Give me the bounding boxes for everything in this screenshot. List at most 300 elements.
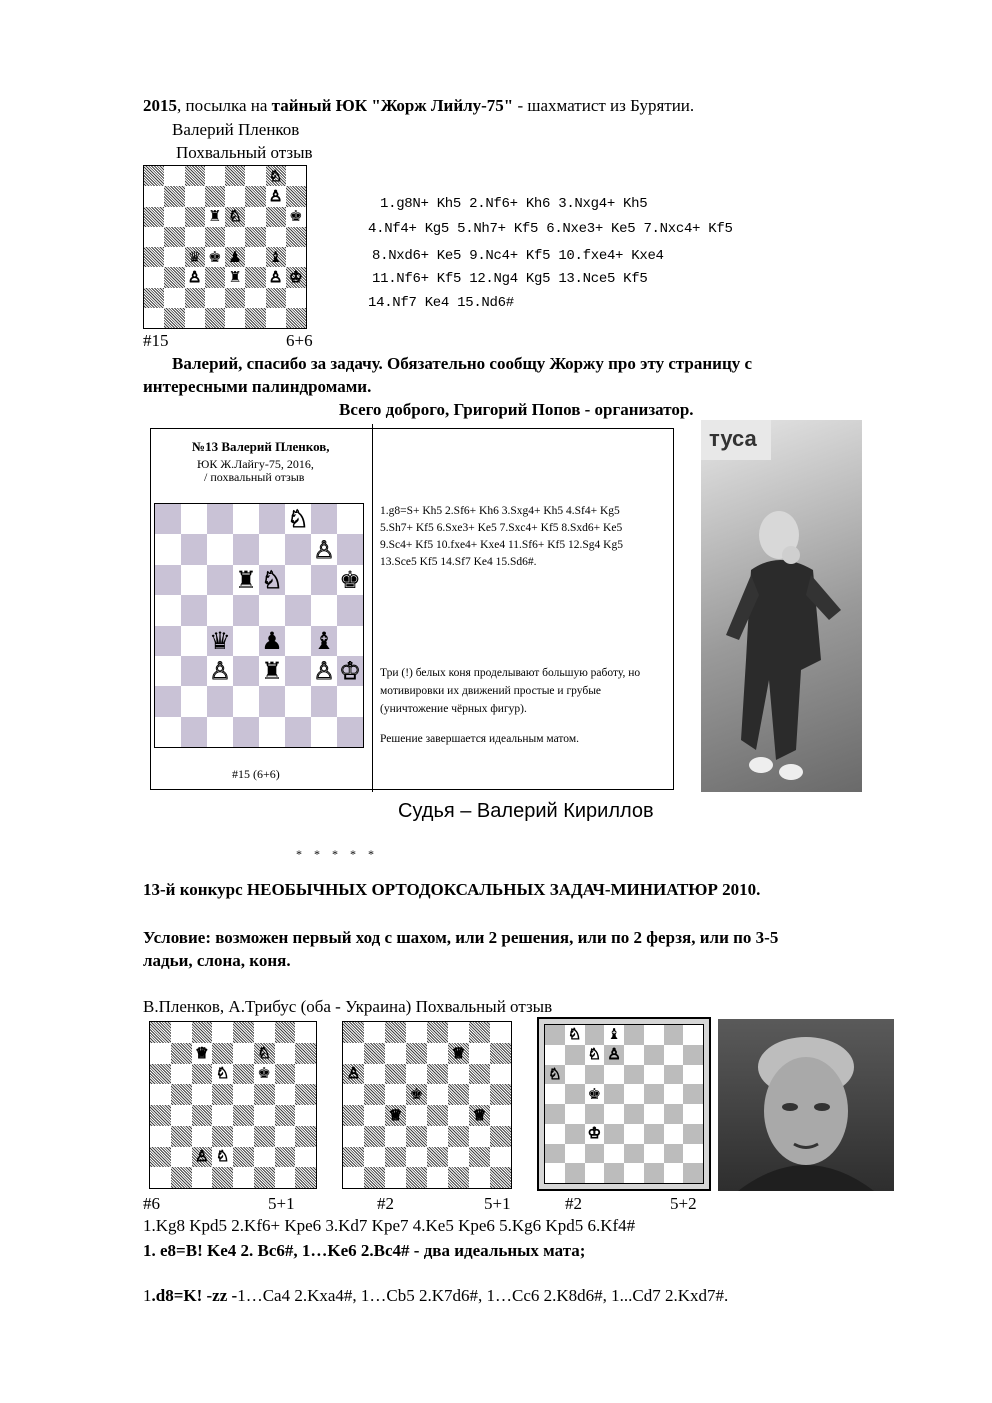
board-square xyxy=(683,1144,703,1164)
board-square xyxy=(212,1084,233,1105)
board-square xyxy=(337,595,363,625)
sol3-variations: 1…Ca4 2.Kxa4#, 1…Cb5 2.K7d6#, 1…Cc6 2.K8d6#, 1...Cd7 2.Kxd7#. xyxy=(237,1286,729,1305)
board-square xyxy=(364,1126,385,1147)
board-square xyxy=(448,1064,469,1085)
chess-piece-icon: ♘ xyxy=(228,207,242,226)
board-square xyxy=(275,1105,296,1126)
board-square xyxy=(185,186,205,206)
card-subtitle-1: ЮК Ж.Лайгу-75, 2016, xyxy=(197,457,314,471)
board-square xyxy=(285,717,311,747)
board-square xyxy=(337,565,363,595)
board-square xyxy=(311,534,337,564)
board-square xyxy=(469,1064,490,1085)
board-square xyxy=(385,1043,406,1064)
board-square xyxy=(207,686,233,716)
board-square xyxy=(664,1104,684,1124)
board-square xyxy=(364,1084,385,1105)
board-square xyxy=(144,227,164,247)
board-square xyxy=(295,1084,316,1105)
board-square xyxy=(286,288,306,308)
chess-piece-icon: ♔ xyxy=(289,267,303,286)
board-square xyxy=(205,267,225,287)
board-square xyxy=(245,267,265,287)
board-square xyxy=(337,504,363,534)
board-square xyxy=(181,595,207,625)
board-square xyxy=(311,565,337,595)
board-square xyxy=(385,1147,406,1168)
board-square xyxy=(286,166,306,186)
organizer-signature: Всего доброго, Григорий Попов - организатор. xyxy=(339,400,694,419)
board-square xyxy=(286,247,306,267)
board-square xyxy=(181,534,207,564)
board-square xyxy=(585,1084,605,1104)
board-square xyxy=(604,1084,624,1104)
board-square xyxy=(644,1163,664,1183)
board-square xyxy=(585,1025,605,1045)
board-square xyxy=(233,1084,254,1105)
board-square xyxy=(164,166,184,186)
board-square xyxy=(150,1043,171,1064)
board-square xyxy=(343,1022,364,1043)
board-square xyxy=(469,1167,490,1188)
board-square xyxy=(490,1126,511,1147)
board-square xyxy=(245,247,265,267)
board-square xyxy=(233,534,259,564)
board-square xyxy=(337,656,363,686)
board-square xyxy=(207,656,233,686)
board-square xyxy=(254,1064,275,1085)
board-square xyxy=(664,1124,684,1144)
board-square xyxy=(311,504,337,534)
board-square xyxy=(285,686,311,716)
board-square xyxy=(406,1022,427,1043)
card-footer: #15 (6+6) xyxy=(232,767,280,781)
board-square xyxy=(406,1147,427,1168)
board-square xyxy=(343,1064,364,1085)
board-square xyxy=(205,308,225,328)
board-square xyxy=(259,565,285,595)
board-square xyxy=(225,288,245,308)
board-square xyxy=(205,207,225,227)
board-square xyxy=(205,166,225,186)
board-square xyxy=(311,686,337,716)
solution-line-1: 1.g8N+ Kh5 2.Nf6+ Kh6 3.Nxg4+ Kh5 xyxy=(380,196,648,212)
chess-piece-icon: ♟ xyxy=(261,626,283,655)
board-square xyxy=(448,1084,469,1105)
board-square xyxy=(144,267,164,287)
board-square xyxy=(150,1022,171,1043)
board-square xyxy=(212,1043,233,1064)
runner-figure xyxy=(701,420,862,792)
chess-piece-icon: ♕ xyxy=(451,1043,466,1062)
board-square xyxy=(406,1167,427,1188)
board-square xyxy=(150,1105,171,1126)
board-square xyxy=(624,1104,644,1124)
board-square xyxy=(144,166,164,186)
board-square xyxy=(624,1144,644,1164)
board-square xyxy=(192,1167,213,1188)
board-square xyxy=(181,626,207,656)
caption-3-count: 5+2 xyxy=(670,1194,697,1213)
solution-line-2: 4.Nf4+ Kg5 5.Nh7+ Kf5 6.Nxe3+ Ke5 7.Nxc4+ Kf5 xyxy=(368,221,733,237)
sol3-num: 1 xyxy=(143,1286,152,1305)
caption-1-count: 5+1 xyxy=(268,1194,295,1213)
board-square xyxy=(448,1167,469,1188)
board-square xyxy=(406,1064,427,1085)
chess-piece-icon: ♘ xyxy=(261,565,283,594)
board-square xyxy=(266,166,286,186)
thanks-line-2: интересными палиндромами. xyxy=(143,377,372,396)
solution-line-3: 8.Nxd6+ Ke5 9.Nc4+ Kf5 10.fxe4+ Kxe4 xyxy=(372,248,664,264)
board-square xyxy=(207,534,233,564)
board-square xyxy=(275,1167,296,1188)
caption-3-stip: #2 xyxy=(565,1194,582,1213)
board-square xyxy=(295,1022,316,1043)
board-square xyxy=(245,308,265,328)
board-square xyxy=(664,1025,684,1045)
board-square xyxy=(683,1124,703,1144)
chess-piece-icon: ♔ xyxy=(587,1124,602,1143)
board-square xyxy=(207,717,233,747)
chess-piece-icon: ♜ xyxy=(235,565,257,594)
card-solution-line: 9.Sc4+ Kf5 10.fxe4+ Kxe4 11.Sf6+ Kf5 12.Sg4 Kg5 xyxy=(380,539,623,551)
board-square xyxy=(295,1064,316,1085)
board-square xyxy=(155,565,181,595)
board-square xyxy=(624,1025,644,1045)
board-square xyxy=(225,186,245,206)
board-square xyxy=(192,1022,213,1043)
board-square xyxy=(490,1147,511,1168)
board-square xyxy=(565,1065,585,1085)
board-square xyxy=(624,1163,644,1183)
board-square xyxy=(427,1105,448,1126)
board-square xyxy=(337,626,363,656)
stipulation: #15 xyxy=(143,331,169,350)
chess-diagram-mini-3 xyxy=(544,1024,704,1184)
board-square xyxy=(185,247,205,267)
board-square xyxy=(254,1105,275,1126)
board-square xyxy=(545,1124,565,1144)
board-square xyxy=(644,1065,664,1085)
card-subtitle-2: / похвальный отзыв xyxy=(204,470,305,484)
board-square xyxy=(406,1105,427,1126)
board-square xyxy=(490,1022,511,1043)
board-square xyxy=(164,308,184,328)
board-square xyxy=(683,1084,703,1104)
board-square xyxy=(144,288,164,308)
chess-diagram-mini-1 xyxy=(149,1021,317,1189)
board-square xyxy=(233,504,259,534)
board-square xyxy=(254,1126,275,1147)
caption-1-stip: #6 xyxy=(143,1194,160,1213)
board-square xyxy=(664,1144,684,1164)
board-square xyxy=(683,1025,703,1045)
board-square xyxy=(212,1167,233,1188)
board-square xyxy=(192,1084,213,1105)
solution-mini-1: 1.Kg8 Kpd5 2.Kf6+ Kpe6 3.Kd7 Kpe7 4.Ke5 Kpe6 5.Kg6 Kpd5 6.Kf4# xyxy=(143,1216,636,1235)
board-square xyxy=(233,1022,254,1043)
author-name: Валерий Пленков xyxy=(172,120,300,139)
board-square xyxy=(683,1104,703,1124)
board-square xyxy=(490,1167,511,1188)
chess-piece-icon: ♛ xyxy=(187,247,202,266)
board-square xyxy=(565,1144,585,1164)
board-square xyxy=(181,504,207,534)
chess-piece-icon: ♚ xyxy=(587,1084,602,1103)
card-comment-line: Три (!) белых коня проделывают большую работу, но xyxy=(380,667,641,679)
board-square xyxy=(212,1105,233,1126)
board-square xyxy=(225,166,245,186)
board-square xyxy=(427,1147,448,1168)
board-square xyxy=(181,717,207,747)
board-square xyxy=(266,267,286,287)
board-square xyxy=(171,1126,192,1147)
board-square xyxy=(259,534,285,564)
board-square xyxy=(469,1147,490,1168)
board-square xyxy=(565,1124,585,1144)
board-square xyxy=(266,288,286,308)
board-square xyxy=(245,227,265,247)
board-square xyxy=(585,1045,605,1065)
board-square xyxy=(275,1084,296,1105)
chess-piece-icon: ♜ xyxy=(208,207,222,226)
board-square xyxy=(644,1124,664,1144)
card-comment-line: мотивировки их движений простые и грубые xyxy=(380,685,602,697)
board-square xyxy=(275,1147,296,1168)
board-square xyxy=(266,227,286,247)
card-comment-line: Решение завершается идеальным матом. xyxy=(380,733,579,745)
board-square xyxy=(286,308,306,328)
board-square xyxy=(233,626,259,656)
board-square xyxy=(150,1084,171,1105)
board-square xyxy=(275,1064,296,1085)
board-square xyxy=(604,1045,624,1065)
board-square xyxy=(207,565,233,595)
chess-piece-icon: ♘ xyxy=(287,505,309,534)
board-square xyxy=(364,1064,385,1085)
card-solution-line: 1.g8=S+ Kh5 2.Sf6+ Kh6 3.Sxg4+ Kh5 4.Sf4+ Kg5 xyxy=(380,505,620,517)
board-square xyxy=(585,1065,605,1085)
board-square xyxy=(266,207,286,227)
board-square xyxy=(171,1167,192,1188)
condition-line-1: Условие: возможен первый ход с шахом, или 2 решения, или по 2 ферзя, или по 3-5 xyxy=(143,928,779,947)
chess-piece-icon: ♝ xyxy=(313,626,335,655)
board-square xyxy=(343,1126,364,1147)
board-square xyxy=(259,656,285,686)
board-square xyxy=(171,1084,192,1105)
board-square xyxy=(624,1065,644,1085)
board-square xyxy=(427,1084,448,1105)
photo-sign-text: туса xyxy=(709,426,757,451)
condition-line-2: ладьи, слона, коня. xyxy=(143,951,291,970)
card-divider xyxy=(372,424,373,792)
intro-tail: - шахматист из Бурятии. xyxy=(513,96,695,115)
board-square xyxy=(254,1043,275,1064)
board-square xyxy=(469,1084,490,1105)
board-square xyxy=(144,186,164,206)
board-square xyxy=(311,717,337,747)
chess-piece-icon: ♘ xyxy=(257,1043,271,1062)
chess-piece-icon: ♙ xyxy=(209,657,231,686)
board-square xyxy=(212,1022,233,1043)
board-square xyxy=(150,1064,171,1085)
board-square xyxy=(343,1084,364,1105)
board-square xyxy=(275,1043,296,1064)
board-square xyxy=(565,1025,585,1045)
chess-piece-icon: ♙ xyxy=(607,1045,621,1064)
chess-piece-icon: ♙ xyxy=(187,267,202,286)
portrait-photo xyxy=(718,1019,894,1191)
board-square xyxy=(285,656,311,686)
board-square xyxy=(448,1126,469,1147)
board-square xyxy=(285,626,311,656)
board-square xyxy=(164,247,184,267)
caption-2-stip: #2 xyxy=(377,1194,394,1213)
chess-piece-icon: ♝ xyxy=(607,1025,621,1044)
board-square xyxy=(295,1147,316,1168)
board-square xyxy=(427,1064,448,1085)
board-square xyxy=(171,1022,192,1043)
board-square xyxy=(683,1045,703,1065)
chess-piece-icon: ♜ xyxy=(261,657,283,686)
board-square xyxy=(585,1104,605,1124)
board-square xyxy=(171,1105,192,1126)
board-square xyxy=(285,595,311,625)
chess-piece-icon: ♘ xyxy=(567,1025,582,1044)
chess-diagram-mini-2 xyxy=(342,1021,512,1189)
board-square xyxy=(565,1163,585,1183)
board-square xyxy=(337,534,363,564)
board-square xyxy=(225,267,245,287)
board-square xyxy=(285,565,311,595)
board-square xyxy=(254,1167,275,1188)
chess-piece-icon: ♟ xyxy=(228,247,242,266)
solution-line-5: 14.Nf7 Ke4 15.Nd6# xyxy=(368,295,514,311)
board-square xyxy=(205,186,225,206)
board-square xyxy=(683,1065,703,1085)
board-square xyxy=(364,1022,385,1043)
board-square xyxy=(644,1084,664,1104)
board-square xyxy=(254,1022,275,1043)
board-square xyxy=(275,1022,296,1043)
chess-piece-icon: ♙ xyxy=(346,1064,361,1083)
board-square xyxy=(295,1126,316,1147)
board-square xyxy=(233,1105,254,1126)
chess-piece-icon: ♚ xyxy=(208,247,222,266)
portrait-figure xyxy=(718,1019,894,1191)
board-square xyxy=(585,1163,605,1183)
board-square xyxy=(275,1126,296,1147)
board-square xyxy=(604,1163,624,1183)
board-square xyxy=(490,1064,511,1085)
chess-piece-icon: ♕ xyxy=(388,1105,403,1124)
chess-piece-icon: ♚ xyxy=(409,1085,424,1104)
board-square xyxy=(406,1084,427,1105)
board-square xyxy=(192,1043,213,1064)
solution-line-4: 11.Nf6+ Kf5 12.Ng4 Kg5 13.Nce5 Kf5 xyxy=(372,271,648,287)
board-square xyxy=(233,686,259,716)
chess-piece-icon: ♔ xyxy=(339,657,361,686)
board-square xyxy=(385,1084,406,1105)
board-square xyxy=(565,1104,585,1124)
board-square xyxy=(286,267,306,287)
board-square xyxy=(185,288,205,308)
board-square xyxy=(212,1126,233,1147)
board-square xyxy=(164,207,184,227)
chess-piece-icon: ♙ xyxy=(313,657,335,686)
board-square xyxy=(585,1144,605,1164)
board-square xyxy=(254,1084,275,1105)
board-square xyxy=(545,1025,565,1045)
board-square xyxy=(664,1084,684,1104)
board-square xyxy=(585,1124,605,1144)
chess-piece-icon: ♘ xyxy=(548,1064,562,1083)
chess-piece-icon: ♚ xyxy=(257,1064,271,1083)
chess-piece-icon: ♘ xyxy=(215,1147,230,1166)
board-square xyxy=(185,267,205,287)
board-square xyxy=(207,626,233,656)
board-square xyxy=(155,656,181,686)
board-square xyxy=(469,1022,490,1043)
board-square xyxy=(604,1104,624,1124)
board-square xyxy=(192,1147,213,1168)
board-square xyxy=(343,1167,364,1188)
board-square xyxy=(181,565,207,595)
solution-mini-3 xyxy=(143,1286,728,1306)
board-square xyxy=(171,1043,192,1064)
board-square xyxy=(205,227,225,247)
board-square xyxy=(233,1147,254,1168)
chess-piece-icon: ♙ xyxy=(313,535,335,564)
board-square xyxy=(259,686,285,716)
board-square xyxy=(225,207,245,227)
board-square xyxy=(624,1124,644,1144)
board-square xyxy=(385,1167,406,1188)
board-square xyxy=(155,717,181,747)
board-square xyxy=(448,1105,469,1126)
board-square xyxy=(144,247,164,267)
board-square xyxy=(192,1105,213,1126)
board-square xyxy=(664,1045,684,1065)
board-square xyxy=(545,1065,565,1085)
board-square xyxy=(545,1045,565,1065)
runner-photo xyxy=(701,420,862,792)
board-square xyxy=(385,1022,406,1043)
board-square xyxy=(624,1045,644,1065)
board-square xyxy=(144,308,164,328)
board-square xyxy=(164,288,184,308)
board-square xyxy=(385,1105,406,1126)
chess-piece-icon: ♙ xyxy=(268,186,283,205)
board-square xyxy=(337,686,363,716)
intro-line xyxy=(143,96,694,116)
board-square xyxy=(545,1084,565,1104)
board-square xyxy=(233,1126,254,1147)
board-square xyxy=(469,1126,490,1147)
caption-2-count: 5+1 xyxy=(484,1194,511,1213)
board-square xyxy=(406,1126,427,1147)
board-square xyxy=(192,1126,213,1147)
board-square xyxy=(604,1124,624,1144)
board-square xyxy=(364,1043,385,1064)
board-square xyxy=(225,308,245,328)
judge-line: Судья – Валерий Кириллов xyxy=(398,800,654,822)
chess-piece-icon: ♚ xyxy=(289,207,303,226)
board-square xyxy=(448,1147,469,1168)
board-square xyxy=(285,504,311,534)
board-square xyxy=(245,186,265,206)
board-square xyxy=(150,1147,171,1168)
